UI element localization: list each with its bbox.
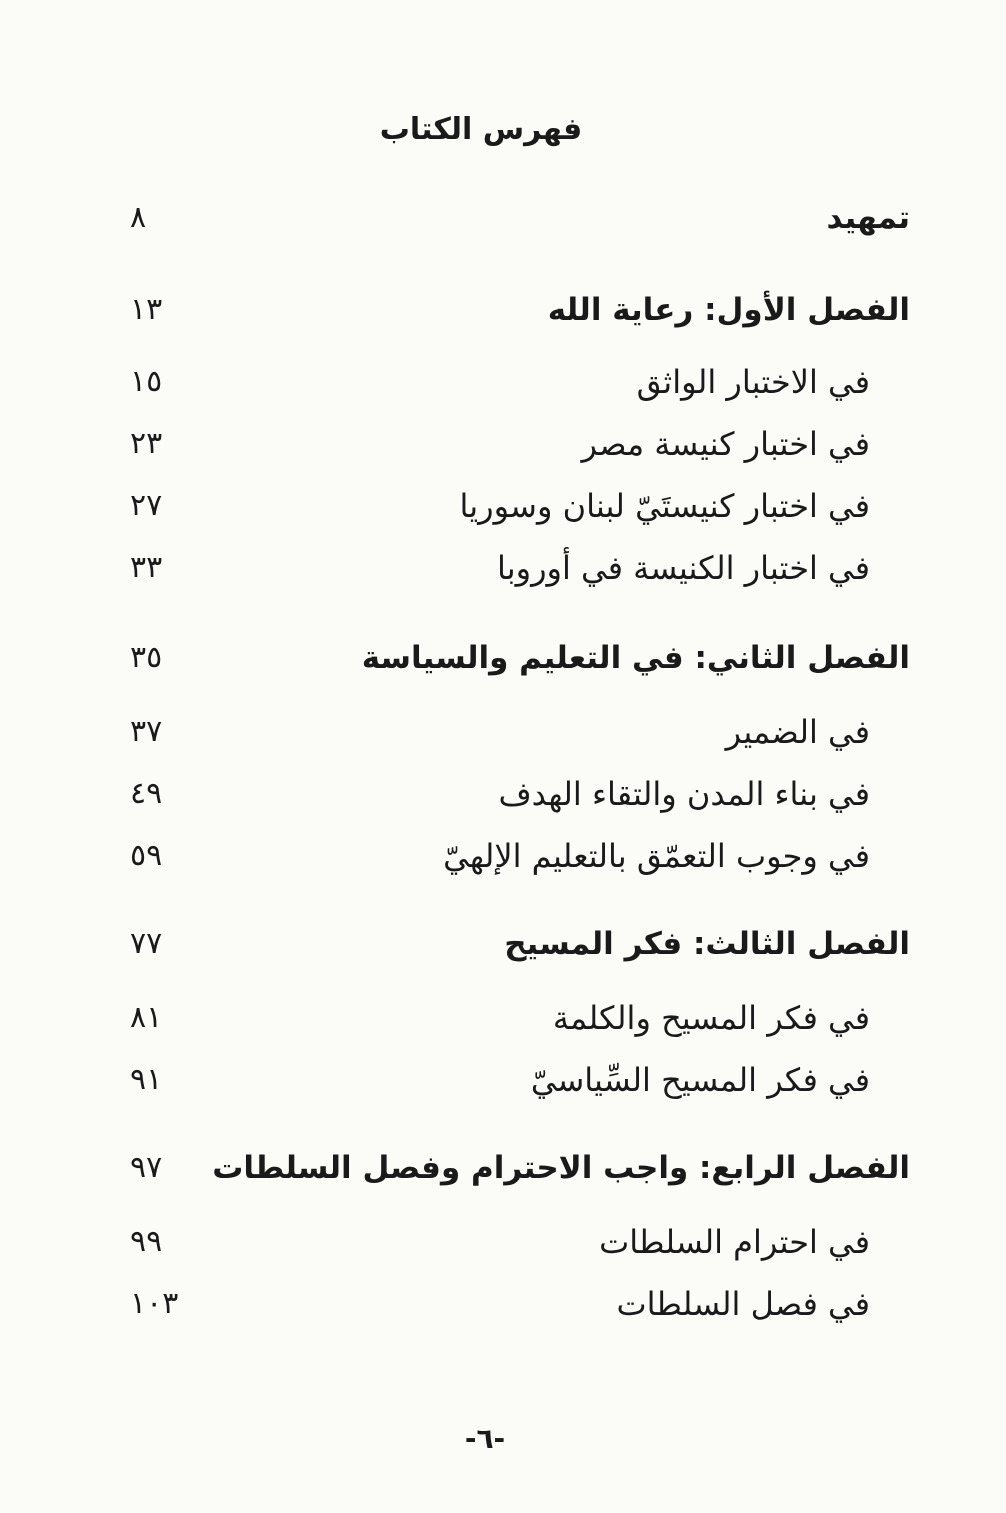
toc-entry-label: في فصل السلطات: [616, 1285, 870, 1323]
toc-entry-sub: [0, 992, 1006, 1044]
toc-entry-sub: [0, 768, 1006, 820]
toc-entry-page: ٥٩: [130, 838, 163, 873]
toc-entry-sub: [0, 706, 1006, 758]
toc-entry-label: في الاختبار الواثق: [636, 363, 870, 401]
toc-entry-page: ٣٥: [130, 640, 163, 675]
toc-entry-page: ٩٧: [130, 1150, 163, 1185]
toc-entry-sub: [0, 418, 1006, 470]
toc-entry-sub: [0, 542, 1006, 594]
toc-entry-label: في بناء المدن والتقاء الهدف: [498, 775, 870, 813]
page-title: فهرس الكتاب: [379, 112, 583, 147]
toc-entry-label: في اختبار كنيستَيّ لبنان وسوريا: [459, 487, 870, 525]
toc-entry-label: في اختبار الكنيسة في أوروبا: [496, 549, 870, 587]
toc-entry-label: تمهيد: [826, 200, 910, 236]
toc-entry-page: ٣٣: [130, 550, 163, 585]
toc-entry-label: في فكر المسيح والكلمة: [552, 999, 870, 1037]
toc-entry-page: ٨١: [130, 1000, 163, 1035]
toc-entry-label: الفصل الثالث: فكر المسيح: [504, 926, 910, 962]
toc-entry-chapter-2: [0, 632, 1006, 684]
toc-entry-sub: [0, 1054, 1006, 1106]
toc-entry-page: ٤٩: [130, 776, 163, 811]
toc-entry-sub: [0, 356, 1006, 408]
page-number-footer: -٦-: [464, 1422, 506, 1455]
toc-entry-label: الفصل الأول: رعاية الله: [547, 292, 910, 328]
toc-entry-sub: [0, 830, 1006, 882]
toc-entry-label: في وجوب التعمّق بالتعليم الإلهيّ: [443, 837, 870, 875]
toc-entry-page: ١٥: [130, 364, 163, 399]
toc-entry-sub: [0, 1278, 1006, 1330]
toc-entry-page: ١٠٣: [130, 1286, 179, 1321]
toc-entry-page: ٩١: [130, 1062, 163, 1097]
toc-entry-page: ٢٧: [130, 488, 163, 523]
toc-entry-label: الفصل الثاني: في التعليم والسياسة: [361, 640, 910, 676]
toc-entry-label: الفصل الرابع: واجب الاحترام وفصل السلطات: [212, 1150, 910, 1186]
toc-entry-sub: [0, 480, 1006, 532]
toc-entry-sub: [0, 1216, 1006, 1268]
toc-entry-chapter-3: [0, 918, 1006, 970]
toc-entry-label: في اختبار كنيسة مصر: [581, 425, 870, 463]
toc-entry-chapter-4: [0, 1142, 1006, 1194]
toc-entry-chapter-1: [0, 284, 1006, 336]
toc-entry-label: في فكر المسيح السِّياسيّ: [530, 1061, 870, 1099]
toc-entry-page: ٧٧: [130, 926, 163, 961]
toc-entry-page: ١٣: [130, 292, 163, 327]
toc-entry-page: ٨: [130, 200, 147, 235]
toc-entry-intro: [0, 192, 1006, 244]
toc-entry-page: ٩٩: [130, 1224, 163, 1259]
toc-entry-page: ٢٣: [130, 426, 163, 461]
toc-entry-label: في الضمير: [725, 713, 870, 751]
toc-entry-label: في احترام السلطات: [599, 1223, 870, 1261]
toc-entry-page: ٣٧: [130, 714, 163, 749]
